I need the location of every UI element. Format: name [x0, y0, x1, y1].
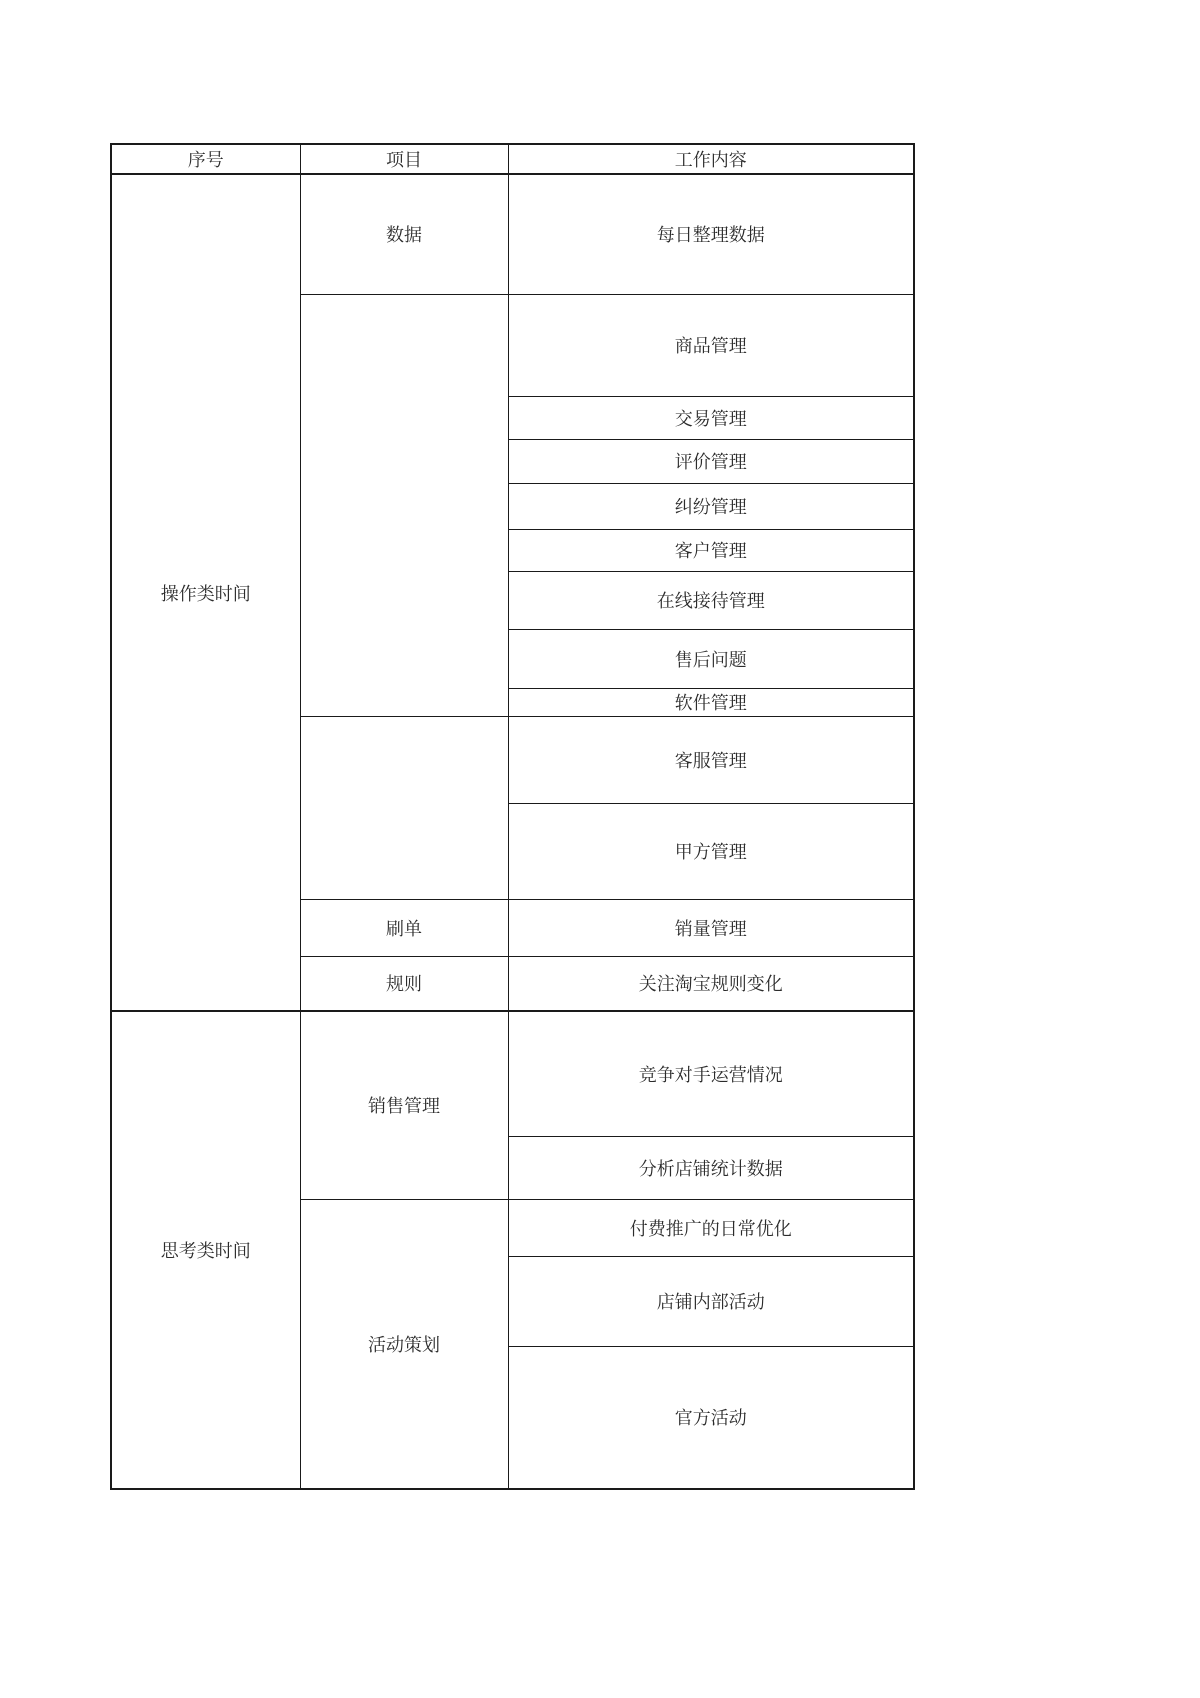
work-item-cell: 软件管理: [508, 688, 914, 716]
work-item-cell: 评价管理: [508, 439, 914, 483]
table-row: [111, 174, 914, 294]
work-item-cell: 客服管理: [508, 716, 914, 803]
project-cell: 活动策划: [300, 1199, 508, 1489]
work-item-cell: 在线接待管理: [508, 571, 914, 629]
col-header-work-content: 工作内容: [508, 144, 914, 174]
work-item-cell: 关注淘宝规则变化: [508, 956, 914, 1011]
work-item-cell: 分析店铺统计数据: [508, 1136, 914, 1199]
work-item-cell: 交易管理: [508, 396, 914, 439]
work-item-cell: 商品管理: [508, 294, 914, 396]
category-cell: 操作类时间: [111, 174, 300, 1011]
work-item-cell: 每日整理数据: [508, 174, 914, 294]
header-row: [111, 144, 914, 174]
work-item-cell: 付费推广的日常优化: [508, 1199, 914, 1256]
col-header-number: 序号: [111, 144, 300, 174]
table-row: [111, 1011, 914, 1136]
project-cell: 规则: [300, 956, 508, 1011]
project-cell: 销售管理: [300, 1011, 508, 1199]
work-item-cell: 甲方管理: [508, 803, 914, 899]
col-header-project: 项目: [300, 144, 508, 174]
work-item-cell: 官方活动: [508, 1346, 914, 1489]
project-cell: 数据: [300, 174, 508, 294]
work-item-cell: 竞争对手运营情况: [508, 1011, 914, 1136]
category-cell: 思考类时间: [111, 1011, 300, 1489]
work-item-cell: 售后问题: [508, 629, 914, 688]
project-cell: [300, 294, 508, 716]
project-cell: [300, 716, 508, 899]
work-item-cell: 销量管理: [508, 899, 914, 956]
schedule-table: [110, 143, 915, 1490]
work-item-cell: 客户管理: [508, 529, 914, 571]
project-cell: 刷单: [300, 899, 508, 956]
work-item-cell: 店铺内部活动: [508, 1256, 914, 1346]
work-item-cell: 纠纷管理: [508, 483, 914, 529]
